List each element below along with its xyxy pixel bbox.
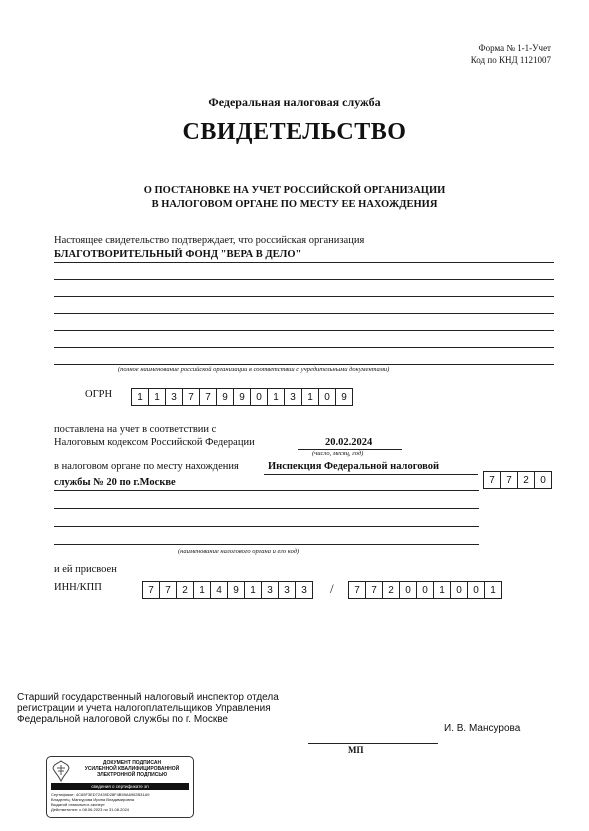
- inn-cells: [142, 581, 313, 599]
- certificate-details: [51, 792, 150, 812]
- signature-line: [308, 743, 438, 744]
- authority-line-5: [54, 544, 479, 545]
- inn-digit: 7: [160, 582, 177, 598]
- authority-code-digit: 2: [518, 472, 535, 488]
- inn-digit: 2: [177, 582, 194, 598]
- owner-label: Владелец:: [51, 797, 71, 802]
- kpp-digit: 1: [434, 582, 451, 598]
- form-info: [471, 42, 551, 66]
- name-line-4: [54, 313, 554, 314]
- inspector-name: И. В. Мансурова: [444, 723, 521, 734]
- authority-note: (наименование налогового органа и его код): [178, 548, 300, 555]
- inn-digit: 1: [245, 582, 262, 598]
- name-line-6: [54, 347, 554, 348]
- inspector-position: [17, 692, 279, 725]
- ogrn-digit: 7: [200, 389, 217, 405]
- knd-code: Код по КНД 1121007: [470, 55, 551, 65]
- authority-line-4: [54, 526, 479, 527]
- position-line-2: регистрации и учета налогоплательщиков Управления: [17, 703, 271, 714]
- kpp-digit: 1: [485, 582, 502, 598]
- kpp-digit: 7: [349, 582, 366, 598]
- ogrn-digit: 1: [132, 389, 149, 405]
- name-line-5: [54, 330, 554, 331]
- authority-label: в налоговом органе по месту нахождения: [54, 461, 239, 472]
- kpp-digit: 2: [383, 582, 400, 598]
- authority-code-digit: 7: [501, 472, 518, 488]
- kpp-digit: 0: [451, 582, 468, 598]
- e-signature-title-2: УСИЛЕННОЙ КВАЛИФИЦИРОВАННОЙ: [84, 766, 180, 772]
- inn-digit: 3: [262, 582, 279, 598]
- organization-name: БЛАГОТВОРИТЕЛЬНЫЙ ФОНД "ВЕРА В ДЕЛО": [54, 249, 302, 260]
- ogrn-digit: 7: [183, 389, 200, 405]
- ogrn-digit: 3: [166, 389, 183, 405]
- issuer-label: Выдатой отавольнот-эксперт: [51, 802, 105, 807]
- ogrn-digit: 9: [336, 389, 353, 405]
- ogrn-label: ОГРН: [85, 389, 113, 400]
- ogrn-digit: 1: [302, 389, 319, 405]
- position-line-1: Старший государственный налоговый инспектор отдела: [17, 692, 279, 703]
- certificate-info-bar: сведения о сертификате эп: [51, 783, 189, 790]
- ogrn-digit: 0: [251, 389, 268, 405]
- ogrn-cells: [131, 388, 353, 406]
- authority-name-1: Инспекция Федеральной налоговой: [268, 461, 440, 472]
- emblem-icon: [51, 760, 71, 782]
- agency-name: Федеральная налоговая служба: [208, 95, 381, 109]
- registered-line-2: Налоговым кодексом Российской Федерации: [54, 437, 255, 448]
- form-number: Форма № 1-1-Учет: [478, 43, 551, 53]
- authority-name-2: службы № 20 по г.Москве: [54, 477, 176, 488]
- inn-digit: 9: [228, 582, 245, 598]
- valid-label: Действителен:: [51, 807, 79, 812]
- authority-code-digit: 7: [484, 472, 501, 488]
- valid-value: с 08.06.2023 по 31.08.2024: [79, 807, 130, 812]
- kpp-digit: 7: [366, 582, 383, 598]
- kpp-cells: [348, 581, 502, 599]
- certificate-intro: Настоящее свидетельство подтверждает, что российская организация: [54, 235, 365, 246]
- registered-line-1: поставлена на учет в соответствии с: [54, 424, 217, 435]
- stamp-place-label: МП: [348, 745, 364, 755]
- subtitle-line-2: В НАЛОГОВОМ ОРГАНЕ ПО МЕСТУ ЕЕ НАХОЖДЕНИЯ: [151, 199, 438, 210]
- cert-label: Сертификат:: [51, 792, 75, 797]
- authority-line-3: [54, 508, 479, 509]
- inn-digit: 3: [296, 582, 313, 598]
- registration-date: 20.02.2024: [325, 437, 373, 448]
- inn-digit: 4: [211, 582, 228, 598]
- authority-underline-2: [54, 490, 479, 491]
- inn-kpp-separator: /: [330, 581, 334, 596]
- name-note: (полное наименование российской организации в соответствии с учредительными документами): [118, 366, 390, 373]
- inn-digit: 1: [194, 582, 211, 598]
- name-line-2: [54, 279, 554, 280]
- name-line-7: [54, 364, 554, 365]
- ogrn-digit: 3: [285, 389, 302, 405]
- subtitle-line-1: О ПОСТАНОВКЕ НА УЧЕТ РОССИЙСКОЙ ОРГАНИЗАЦИИ: [143, 185, 446, 196]
- ogrn-digit: 1: [149, 389, 166, 405]
- document-title: СВИДЕТЕЛЬСТВО: [182, 119, 407, 145]
- ogrn-digit: 9: [234, 389, 251, 405]
- cert-value: 4C65F3ED72439D28F4B59A6902B31A9: [75, 792, 150, 797]
- name-line-3: [54, 296, 554, 297]
- e-signature-title-3: ЭЛЕКТРОННОЙ ПОДПИСЬЮ: [96, 772, 168, 778]
- kpp-digit: 0: [417, 582, 434, 598]
- ogrn-digit: 1: [268, 389, 285, 405]
- e-signature-title-1: ДОКУМЕНТ ПОДПИСАН: [102, 760, 162, 766]
- e-signature-stamp: [46, 756, 194, 818]
- e-signature-title: [73, 760, 191, 778]
- date-note: (число, месяц, год): [312, 450, 364, 457]
- authority-underline-1: [264, 474, 478, 475]
- authority-code-digit: 0: [535, 472, 552, 488]
- inn-kpp-label: ИНН/КПП: [54, 582, 102, 593]
- kpp-digit: 0: [468, 582, 485, 598]
- kpp-digit: 0: [400, 582, 417, 598]
- name-underline: [54, 262, 554, 263]
- position-line-3: Федеральной налоговой службы по г. Москве: [17, 714, 228, 725]
- ogrn-digit: 0: [319, 389, 336, 405]
- assigned-label: и ей присвоен: [54, 564, 117, 575]
- owner-value: Мансурова Ирина Владимировна: [71, 797, 135, 802]
- ogrn-digit: 9: [217, 389, 234, 405]
- authority-code-cells: [483, 471, 552, 489]
- inn-digit: 7: [143, 582, 160, 598]
- inn-digit: 3: [279, 582, 296, 598]
